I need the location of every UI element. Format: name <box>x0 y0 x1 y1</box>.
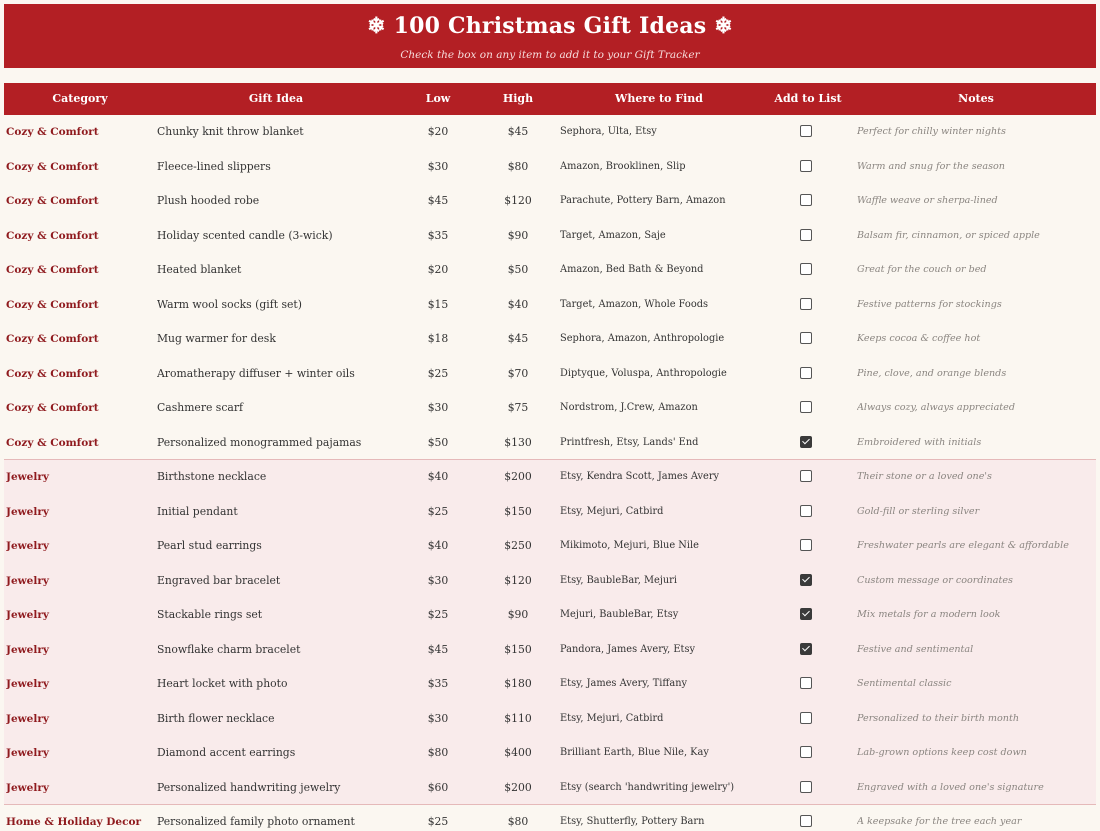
table-row <box>4 564 1096 599</box>
add-to-list-checkbox[interactable] <box>800 470 812 482</box>
category-cell: Cozy & Comfort <box>6 402 99 414</box>
table-row <box>4 702 1096 737</box>
high-price-cell: $120 <box>504 573 532 587</box>
table-row <box>4 805 1096 831</box>
add-to-list-checkbox[interactable] <box>800 746 812 758</box>
add-to-list-cell <box>778 288 834 323</box>
table-row <box>4 357 1096 392</box>
notes-cell: Always cozy, always appreciated <box>857 402 1015 413</box>
gift-idea-cell: Birthstone necklace <box>157 470 267 483</box>
category-cell: Cozy & Comfort <box>6 195 99 207</box>
category-cell: Jewelry <box>6 747 49 759</box>
add-to-list-checkbox[interactable] <box>800 125 812 137</box>
table-row <box>4 253 1096 288</box>
where-to-find-cell: Amazon, Bed Bath & Beyond <box>560 264 704 275</box>
add-to-list-checkbox[interactable] <box>800 367 812 379</box>
category-cell: Jewelry <box>6 505 49 518</box>
column-header-category: Category <box>52 92 108 105</box>
notes-cell: Perfect for chilly winter nights <box>857 126 1006 137</box>
add-to-list-cell <box>778 495 834 530</box>
low-price-cell: $30 <box>427 159 449 173</box>
high-price-cell: $110 <box>504 711 532 725</box>
gift-idea-cell: Engraved bar bracelet <box>157 573 281 587</box>
high-price-cell: $45 <box>507 332 529 345</box>
table-row <box>4 771 1096 806</box>
low-price-cell: $25 <box>427 366 449 380</box>
add-to-list-checkbox[interactable] <box>800 505 812 517</box>
high-price-cell: $40 <box>507 297 529 311</box>
category-cell: Jewelry <box>6 678 49 690</box>
gift-idea-cell: Snowflake charm bracelet <box>157 642 301 656</box>
add-to-list-checkbox[interactable] <box>800 781 812 793</box>
table-row <box>4 288 1096 323</box>
table-row <box>4 150 1096 185</box>
add-to-list-checkbox[interactable] <box>800 263 812 275</box>
where-to-find-cell: Etsy, BaubleBar, Mejuri <box>560 574 677 586</box>
column-header-add-to-list: Add to List <box>774 92 842 105</box>
where-to-find-cell: Etsy, Shutterfly, Pottery Barn <box>560 816 705 827</box>
notes-cell: Mix metals for a modern look <box>857 609 1001 620</box>
table-row <box>4 184 1096 219</box>
low-price-cell: $40 <box>427 470 449 483</box>
where-to-find-cell: Mikimoto, Mejuri, Blue Nile <box>560 540 699 551</box>
gift-idea-cell: Warm wool socks (gift set) <box>157 297 302 311</box>
where-to-find-cell: Etsy, Mejuri, Catbird <box>560 712 664 724</box>
where-to-find-cell: Etsy, James Avery, Tiffany <box>560 678 688 689</box>
category-cell: Cozy & Comfort <box>6 126 99 138</box>
add-to-list-cell <box>778 529 834 564</box>
table-row <box>4 529 1096 564</box>
low-price-cell: $45 <box>427 194 449 207</box>
high-price-cell: $70 <box>507 366 529 380</box>
category-cell: Jewelry <box>6 643 49 656</box>
add-to-list-cell <box>778 460 834 495</box>
where-to-find-cell: Pandora, James Avery, Etsy <box>560 643 696 655</box>
category-cell: Cozy & Comfort <box>6 298 99 311</box>
high-price-cell: $200 <box>504 780 532 794</box>
high-price-cell: $120 <box>504 194 532 207</box>
gift-idea-cell: Initial pendant <box>157 504 238 518</box>
notes-cell: Warm and snug for the season <box>857 160 1005 172</box>
category-cell: Cozy & Comfort <box>6 264 99 276</box>
category-cell: Home & Holiday Decor <box>6 816 142 828</box>
notes-cell: Their stone or a loved one's <box>857 471 992 482</box>
category-cell: Cozy & Comfort <box>6 160 99 173</box>
gift-idea-cell: Heated blanket <box>157 263 242 276</box>
table-row <box>4 115 1096 150</box>
low-price-cell: $50 <box>427 435 449 449</box>
category-cell: Jewelry <box>6 574 49 587</box>
category-cell: Jewelry <box>6 609 49 621</box>
add-to-list-checkbox[interactable] <box>800 160 812 172</box>
table-row <box>4 322 1096 357</box>
add-to-list-cell <box>778 357 834 392</box>
column-header-high: High <box>502 92 534 105</box>
where-to-find-cell: Etsy (search 'handwriting jewelry') <box>560 781 735 793</box>
where-to-find-cell: Mejuri, BaubleBar, Etsy <box>560 609 679 620</box>
add-to-list-cell <box>778 219 834 254</box>
add-to-list-cell <box>778 150 834 185</box>
add-to-list-cell <box>778 322 834 357</box>
add-to-list-checkbox[interactable] <box>800 298 812 310</box>
gift-idea-cell: Personalized family photo ornament <box>157 815 355 828</box>
where-to-find-cell: Target, Amazon, Whole Foods <box>560 298 709 310</box>
notes-cell: Custom message or coordinates <box>857 574 1013 586</box>
add-to-list-cell <box>778 736 834 771</box>
gift-idea-cell: Diamond accent earrings <box>157 746 296 759</box>
add-to-list-checkbox[interactable] <box>800 332 812 344</box>
high-price-cell: $90 <box>507 608 529 621</box>
table-row <box>4 736 1096 771</box>
add-to-list-cell <box>778 115 834 150</box>
notes-cell: Gold-fill or sterling silver <box>857 505 980 517</box>
low-price-cell: $30 <box>427 711 449 725</box>
add-to-list-cell <box>778 702 834 737</box>
gift-idea-cell: Personalized handwriting jewelry <box>157 780 341 794</box>
low-price-cell: $30 <box>427 401 449 414</box>
high-price-cell: $75 <box>507 401 529 414</box>
gift-idea-cell: Pearl stud earrings <box>157 539 262 552</box>
where-to-find-cell: Brilliant Earth, Blue Nile, Kay <box>560 747 709 758</box>
add-to-list-cell <box>778 598 834 633</box>
gift-idea-cell: Cashmere scarf <box>157 401 243 414</box>
notes-cell: Embroidered with initials <box>857 436 982 448</box>
table-header <box>4 83 1096 115</box>
add-to-list-cell <box>778 667 834 702</box>
table-row <box>4 633 1096 668</box>
table-row <box>4 219 1096 254</box>
category-cell: Cozy & Comfort <box>6 436 99 449</box>
where-to-find-cell: Etsy, Mejuri, Catbird <box>560 505 664 517</box>
high-price-cell: $250 <box>504 539 532 552</box>
table-row <box>4 667 1096 702</box>
high-price-cell: $150 <box>504 504 532 518</box>
table-row <box>4 391 1096 426</box>
low-price-cell: $25 <box>427 504 449 518</box>
gift-table-body <box>4 115 1096 831</box>
column-header-low: Low <box>425 92 451 105</box>
low-price-cell: $25 <box>427 608 449 621</box>
where-to-find-cell: Sephora, Amazon, Anthropologie <box>560 333 725 344</box>
low-price-cell: $18 <box>427 332 449 345</box>
notes-cell: Festive patterns for stockings <box>857 298 1002 310</box>
low-price-cell: $80 <box>427 746 449 759</box>
gift-idea-cell: Chunky knit throw blanket <box>157 125 304 138</box>
add-to-list-checkbox[interactable] <box>800 229 812 241</box>
notes-cell: Lab-grown options keep cost down <box>857 747 1027 758</box>
where-to-find-cell: Etsy, Kendra Scott, James Avery <box>560 471 720 482</box>
add-to-list-checkbox[interactable] <box>800 677 812 689</box>
table-row <box>4 460 1096 495</box>
notes-cell: Freshwater pearls are elegant & affordable <box>857 540 1069 551</box>
gift-idea-cell: Fleece-lined slippers <box>157 159 271 173</box>
table-row <box>4 598 1096 633</box>
gift-idea-cell: Aromatherapy diffuser + winter oils <box>157 366 355 380</box>
notes-cell: Festive and sentimental <box>857 643 974 655</box>
notes-cell: Waffle weave or sherpa-lined <box>857 195 998 206</box>
add-to-list-checkbox[interactable] <box>800 194 812 206</box>
gift-idea-cell: Holiday scented candle (3-wick) <box>157 228 333 242</box>
high-price-cell: $80 <box>507 159 529 173</box>
notes-cell: Keeps cocoa & coffee hot <box>857 333 981 344</box>
add-to-list-checkbox[interactable] <box>800 608 812 620</box>
category-cell: Cozy & Comfort <box>6 367 99 380</box>
high-price-cell: $180 <box>504 677 532 690</box>
add-to-list-cell <box>778 564 834 599</box>
notes-cell: A keepsake for the tree each year <box>857 816 1022 827</box>
where-to-find-cell: Nordstrom, J.Crew, Amazon <box>560 402 698 413</box>
column-header-notes: Notes <box>958 92 994 105</box>
notes-cell: Great for the couch or bed <box>857 264 987 275</box>
high-price-cell: $150 <box>504 642 532 656</box>
column-header-gift-idea: Gift Idea <box>248 92 304 105</box>
add-to-list-checkbox[interactable] <box>800 539 812 551</box>
category-cell: Jewelry <box>6 471 49 483</box>
category-cell: Jewelry <box>6 540 49 552</box>
notes-cell: Engraved with a loved one's signature <box>857 781 1044 793</box>
column-header-where-to-find: Where to Find <box>615 92 703 105</box>
where-to-find-cell: Amazon, Brooklinen, Slip <box>560 160 686 172</box>
gift-idea-cell: Mug warmer for desk <box>157 332 276 345</box>
low-price-cell: $40 <box>427 539 449 552</box>
high-price-cell: $50 <box>507 263 529 276</box>
add-to-list-cell <box>778 391 834 426</box>
category-cell: Cozy & Comfort <box>6 229 99 242</box>
add-to-list-cell <box>778 771 834 806</box>
gift-idea-cell: Personalized monogrammed pajamas <box>157 435 362 449</box>
add-to-list-checkbox[interactable] <box>800 574 812 586</box>
high-price-cell: $130 <box>504 435 532 449</box>
page-title: ❄ 100 Christmas Gift Ideas ❄ <box>367 13 733 39</box>
low-price-cell: $35 <box>427 677 449 690</box>
high-price-cell: $90 <box>507 228 529 242</box>
title-banner <box>4 4 1096 68</box>
where-to-find-cell: Parachute, Pottery Barn, Amazon <box>560 195 726 206</box>
gift-idea-cell: Birth flower necklace <box>157 711 275 725</box>
add-to-list-cell <box>778 426 834 461</box>
low-price-cell: $35 <box>427 228 449 242</box>
add-to-list-cell <box>778 633 834 668</box>
gift-idea-cell: Plush hooded robe <box>157 194 260 207</box>
low-price-cell: $15 <box>427 297 449 311</box>
low-price-cell: $30 <box>427 573 449 587</box>
high-price-cell: $400 <box>504 746 532 759</box>
add-to-list-checkbox[interactable] <box>800 436 812 448</box>
low-price-cell: $20 <box>427 263 449 276</box>
low-price-cell: $20 <box>427 125 449 138</box>
high-price-cell: $45 <box>507 125 529 138</box>
gift-idea-cell: Stackable rings set <box>157 608 263 621</box>
add-to-list-checkbox[interactable] <box>800 643 812 655</box>
table-row <box>4 495 1096 530</box>
table-row <box>4 426 1096 461</box>
low-price-cell: $45 <box>427 642 449 656</box>
add-to-list-checkbox[interactable] <box>800 401 812 413</box>
notes-cell: Balsam fir, cinnamon, or spiced apple <box>857 229 1040 241</box>
category-cell: Cozy & Comfort <box>6 333 99 345</box>
add-to-list-checkbox[interactable] <box>800 815 812 827</box>
low-price-cell: $60 <box>427 780 449 794</box>
category-cell: Jewelry <box>6 781 49 794</box>
category-cell: Jewelry <box>6 712 49 725</box>
where-to-find-cell: Diptyque, Voluspa, Anthropologie <box>560 367 727 379</box>
notes-cell: Personalized to their birth month <box>857 712 1020 724</box>
notes-cell: Pine, clove, and orange blends <box>857 367 1007 379</box>
high-price-cell: $200 <box>504 470 532 483</box>
gift-idea-cell: Heart locket with photo <box>157 677 288 690</box>
where-to-find-cell: Printfresh, Etsy, Lands' End <box>560 436 699 448</box>
where-to-find-cell: Target, Amazon, Saje <box>560 229 666 241</box>
notes-cell: Sentimental classic <box>857 678 952 689</box>
where-to-find-cell: Sephora, Ulta, Etsy <box>560 126 657 137</box>
add-to-list-cell <box>778 184 834 219</box>
page-subtitle: Check the box on any item to add it to your Gift Tracker <box>400 49 700 61</box>
add-to-list-cell <box>778 805 834 831</box>
add-to-list-cell <box>778 253 834 288</box>
add-to-list-checkbox[interactable] <box>800 712 812 724</box>
high-price-cell: $80 <box>507 815 529 828</box>
low-price-cell: $25 <box>427 815 449 828</box>
